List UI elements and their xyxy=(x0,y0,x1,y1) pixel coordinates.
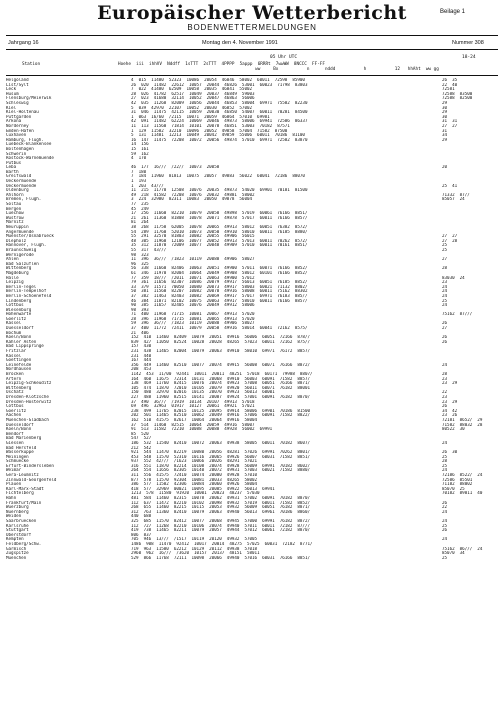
page-subtitle: BODENWETTERMELDUNGEN xyxy=(187,23,317,32)
observation-codes: 806 837 xyxy=(131,532,152,537)
observation-codes: 42 091 11482 62224 10069 20046 49873 58006 69941 72586 86337 xyxy=(131,119,308,124)
observation-codes: 33 379 11571 70050 10080 20073 49917 58003 60021 71132 8802/ xyxy=(131,284,308,289)
gust-codes: 85057 24 xyxy=(442,197,465,202)
observation-codes: 150 480 32970 02016 10135 20070 49923 56013 60001 xyxy=(131,390,275,395)
observation-codes: 17 256 11660 82210 10079 20058 49898 57019 60061 76166 8851/ xyxy=(131,211,308,216)
gust-codes: 80522 30 xyxy=(442,427,465,432)
observation-codes: 48 305 11960 12106 10077 20052 49913 57013 60011 70262 8572/ xyxy=(131,238,308,243)
gust-codes: 27 27 xyxy=(442,123,458,128)
observation-codes: 45 249 xyxy=(131,206,149,211)
station-name: Giessen xyxy=(6,440,24,445)
station-name: Muenster/Osnabrueck xyxy=(6,234,54,239)
observation-codes: 21 406 xyxy=(131,330,149,335)
observation-codes: 112 727 11268 82210 10106 20074 49940 57011 60011 72182 87/// xyxy=(131,523,310,528)
column-header-codes xyxy=(118,62,439,72)
observation-codes: 227 488 11960 82515 10141 20087 49924 57001 60091 76182 8870/ xyxy=(131,394,310,399)
gust-codes: 72586 85501 xyxy=(442,477,473,482)
station-name: Hahn xyxy=(6,496,17,501)
station-name: Kassel xyxy=(6,321,22,326)
column-header-station: Station xyxy=(22,62,41,67)
observation-codes: 268 655 11460 82215 10115 20053 49932 56009 60051 76182 8871/ xyxy=(131,505,310,510)
station-name: Zinnwald-Georgenfeld xyxy=(6,477,57,482)
gust-codes: 34 42 xyxy=(442,408,458,413)
station-name: Bad Hersfeld xyxy=(6,445,37,450)
observation-codes: 418 577 32969 00021 10095 20085 49922 56013 69941 xyxy=(131,486,275,491)
observation-codes: 1 129 11582 32210 10096 20052 49858 57004 71582 87500 xyxy=(131,128,288,133)
station-name: List/Sylt xyxy=(6,82,29,87)
observation-codes: 59 396 36/// /1823 10119 20088 49906 58027 xyxy=(131,321,255,326)
gust-codes: 26 xyxy=(442,321,448,326)
station-name: Lindenberg xyxy=(6,298,32,303)
gust-codes: 25 xyxy=(442,243,448,248)
station-name: Muenchen-Gladbach xyxy=(6,417,49,422)
station-name: Schwerin xyxy=(6,151,27,156)
observation-codes: 311 556 41575 72410 10074 20080 49928 57010 xyxy=(131,473,258,478)
observation-codes: 55 317 43/// xyxy=(131,247,167,252)
station-name: Duesseldorf xyxy=(6,326,34,331)
station-name: Diepholz xyxy=(6,238,27,243)
station-name: Dresden-Klotzsche xyxy=(6,394,49,399)
station-name: Ahlen xyxy=(6,257,19,262)
station-name: Karlsruhe xyxy=(6,523,29,528)
gust-codes: 24 xyxy=(442,537,448,542)
station-name: Nordhausen xyxy=(6,367,32,372)
observation-codes: 77 359 18/// /2011 10071 20063 49900 57012 xyxy=(131,275,255,280)
observation-codes: 231 440 xyxy=(131,353,152,358)
gust-codes: 72186 8522/ 24 xyxy=(442,473,483,478)
observation-codes: 719 963 11580 62212 10129 20112 49938 57018 xyxy=(131,546,258,551)
station-name: Wuerzburg xyxy=(6,505,29,510)
gust-codes: 24 xyxy=(442,362,448,367)
gust-codes: 83030 24 xyxy=(442,275,465,280)
observation-codes: 105 474 11870 72010 10105 20079 49920 56011 60071 76182 88001 xyxy=(131,385,310,390)
observation-codes: 77 235 xyxy=(131,202,149,207)
observation-codes: 1142 453 11/00 92441 10011 20011 48251 57018 60171 79988 8807/ xyxy=(131,372,313,376)
observation-codes: 4 015 11480 52323 10086 20054 46846 58002 60011 72598 85900 xyxy=(131,78,305,82)
observation-codes: 50 381 11560 82207 10082 20070 49916 58008 60011 75162 88302 xyxy=(131,289,308,294)
station-name: Husum xyxy=(6,91,19,96)
station-name: Hohenwarte xyxy=(6,312,32,317)
station-name: Karl-Marx-Stadt xyxy=(6,486,44,491)
observation-codes: 2960 962 16/// /3620 10157 20137 48151 58011 xyxy=(131,551,260,556)
observation-codes: 35 312 11870 72009 10077 20048 49909 57010 60011 70161 8851/ xyxy=(131,243,308,248)
station-name: Bad Lippspringe xyxy=(6,344,44,349)
station-name: Saarbruecken xyxy=(6,519,37,523)
observation-codes: 46 384 11871 82102 10075 20063 49917 58010 60011 76166 8857/ xyxy=(131,298,308,303)
station-name: Cuxhaven xyxy=(6,133,27,138)
observation-codes: 1 063 16/60 /2115 10071 20059 46864 57010 69981 xyxy=(131,114,270,119)
station-name: Plauen xyxy=(6,482,22,487)
observation-codes: 7 022 41480 62509 10058 20035 46841 55002 xyxy=(131,87,253,92)
station-name: Berlin-Tegel xyxy=(6,284,37,289)
observation-codes: 453 548 11570 52310 10116 20065 49926 56007 60031 71582 8851/ xyxy=(131,454,310,459)
observation-codes: 316 551 11870 82214 10108 20074 49928 56009 69991 70182 8602/ xyxy=(131,463,310,468)
observation-codes: 37 514 11460 82515 10064 20059 49916 58007 xyxy=(131,422,255,427)
gust-codes: 24 xyxy=(442,303,448,308)
observation-codes: 11 215 11770 12508 10076 20035 49873 54020 69901 70181 81500 xyxy=(131,188,308,193)
top-rule xyxy=(6,35,498,36)
observation-codes: 71 400 11968 71715 10081 20067 49913 57020 xyxy=(131,312,255,317)
gust-codes: 22 xyxy=(442,505,448,510)
station-name: Barth xyxy=(6,169,19,174)
observation-codes: 11 113 11560 71814 10101 20078 46851 53003 70182 87571 xyxy=(131,123,290,128)
observation-codes: 26 020 11482 22612 10057 20044 46826 53001 60023 71798 83803 xyxy=(131,82,308,87)
gust-codes: 28 xyxy=(442,372,448,376)
observation-codes: 481 584 11460 82315 10078 20062 49931 57002 60091 70182 8870/ xyxy=(131,496,310,501)
observation-codes: 167 444 xyxy=(131,358,152,363)
station-name: Cottbus xyxy=(6,404,24,409)
observation-codes: 46 177 16/// /22// 10073 20058 xyxy=(131,165,220,170)
gust-codes: 26 xyxy=(442,528,448,533)
station-name: Greifswald xyxy=(6,174,32,179)
observation-codes: 3 224 32980 82311 10083 20050 49878 56004 xyxy=(131,197,253,202)
observation-codes: 49 218 41582 72208 10076 20032 49881 58002 xyxy=(131,192,255,197)
gust-codes: 28 xyxy=(442,266,448,271)
gust-codes: 85070 34 xyxy=(442,551,465,556)
observation-codes: 21 261 11360 81808 10078 20071 49878 57017 60011 76166 8857/ xyxy=(131,215,308,220)
station-name: Nuernberg xyxy=(6,509,29,514)
gust-codes: 24 xyxy=(442,509,448,514)
observation-codes: 937 552 42/// /1623 10066 20026 48291 57021 xyxy=(131,459,258,464)
observation-codes: 59 162 xyxy=(131,151,149,156)
observation-codes: 1213 578 11580 91920 10001 20023 48237 57030 xyxy=(131,491,260,496)
station-name: Muenchen xyxy=(6,555,27,560)
gust-codes: 29 xyxy=(442,110,448,115)
gust-codes: 70182 89811 40 xyxy=(442,491,483,496)
gust-codes: 23 29 xyxy=(442,399,458,404)
station-name: Soltau xyxy=(6,202,22,207)
observation-codes: 54 289 11760 52010 10073 20050 49910 58010 60011 76185 8880/ xyxy=(131,229,308,234)
observation-codes: 231 438 11465 82004 10079 20063 49910 58010 69971 76172 8857/ xyxy=(131,349,310,354)
observation-codes: 7 184 11960 81813 10075 20057 49883 56022 60041 72186 88070 xyxy=(131,174,305,179)
station-name: Goerlitz xyxy=(6,316,27,321)
station-name: Putbus xyxy=(6,160,22,165)
station-name: Feldberg/Schw. xyxy=(6,541,42,546)
observation-codes: 212 542 xyxy=(131,445,152,450)
gust-codes: 85070 25 xyxy=(442,486,465,491)
station-name: Goerlitz xyxy=(6,408,27,413)
station-name: Koeln/Bonn xyxy=(6,335,32,340)
observation-codes: 16 147 11475 72208 10072 20056 49874 57010 69971 72582 83870 xyxy=(131,137,308,142)
gust-codes: 23 29 xyxy=(442,381,458,386)
station-name: Fritzlar xyxy=(6,349,27,354)
observation-codes: 38 268 11758 62005 10078 20065 49913 58012 60051 76382 8572/ xyxy=(131,225,308,229)
station-name: Bremen, Flugh. xyxy=(6,197,42,202)
gust-codes: 27 27 xyxy=(442,234,458,239)
observation-codes: 81 264 xyxy=(131,220,149,225)
gust-codes: 24 xyxy=(442,293,448,298)
station-name: Erfurt-Bindersleben xyxy=(6,463,54,468)
station-name: Goettingen xyxy=(6,358,32,363)
gust-codes: 71332 87// xyxy=(442,192,470,197)
observation-codes: 7 180 xyxy=(131,169,147,174)
gust-codes: 31 xyxy=(442,128,448,133)
station-name: Arkona xyxy=(6,119,22,124)
observation-codes: 152 410 11460 82409 10079 20051 49916 56006 60051 72166 878// xyxy=(131,335,310,340)
observation-codes: 112 637 11472 82210 10102 20098 49932 57019 60011 71582 8852/ xyxy=(131,500,310,505)
station-name: Wiesenburg xyxy=(6,307,32,312)
station-name: Stuttgart xyxy=(6,528,29,533)
station-name: Bendorf xyxy=(6,431,24,436)
observation-codes: 27 023 41680 32114 10052 20047 46863 56006 xyxy=(131,96,255,101)
observation-codes: 1486 908 11470 92412 10017 20014 48275 57025 60031 72182 8771/ xyxy=(131,541,313,546)
station-name: Norderney xyxy=(6,123,29,128)
gust-codes: 25 xyxy=(442,454,448,459)
station-name: Gera-Leumnitz xyxy=(6,473,39,478)
issue-date: Montag den 4. November 1991 xyxy=(202,40,278,46)
station-name: Bad Marienberg xyxy=(6,436,42,441)
station-name: Leinefelde xyxy=(6,362,32,367)
gust-codes: 26 xyxy=(442,339,448,344)
station-name: Wustrow xyxy=(6,215,24,220)
column-rule xyxy=(6,75,498,76)
observation-codes: 56 338 11660 82406 10063 20051 49900 57011 60071 76166 8852/ xyxy=(131,266,308,271)
gust-codes: 25 41 xyxy=(442,183,458,188)
observation-codes: 5 131 11481 12213 10049 20042 49859 55006 60011 70186 81100 xyxy=(131,133,305,138)
observation-time: 05 Uhr UTC xyxy=(270,55,298,60)
observation-codes: 90 385 11657 82405 10076 20049 49912 58006 xyxy=(131,303,255,308)
gust-codes: 30 xyxy=(442,114,448,119)
station-name: Boltenhagen xyxy=(6,146,34,151)
observation-codes: 85 520 xyxy=(131,431,149,436)
gust-codes: 25 xyxy=(442,555,448,560)
station-name: Wernigerode xyxy=(6,252,34,257)
gust-codes: 22 40 xyxy=(442,82,458,87)
station-name: Kassel xyxy=(6,353,22,358)
station-name: Cottbus xyxy=(6,303,24,308)
observation-codes: 162 510 41575 82617 10064 20064 49916 58004 xyxy=(131,417,258,422)
station-name: Duesseldorf xyxy=(6,422,34,427)
gust-codes: 29 xyxy=(442,100,448,105)
observation-codes: 11 396 36/// /1823 10119 20088 49906 58027 xyxy=(131,257,255,262)
station-name: Berlin-Tempelhof xyxy=(6,289,47,294)
observation-codes: 5 039 42970 22107 10052 20030 46852 57002 xyxy=(131,105,253,110)
observation-codes: 28 396 11968 71715 10081 20065 49913 57020 xyxy=(131,316,255,321)
station-name: Fichtelberg xyxy=(6,491,34,496)
station-name: Luechow xyxy=(6,211,24,216)
station-name: Koeln/Bonn xyxy=(6,427,32,432)
gust-codes: 23 xyxy=(442,280,448,285)
gust-codes: 27 xyxy=(442,326,448,331)
station-name: Magdeburg xyxy=(6,270,29,275)
station-name: Ueckermuende xyxy=(6,179,37,184)
gust-codes: 29 xyxy=(442,137,448,142)
station-name: Rostock-Warnemuende xyxy=(6,156,54,161)
observation-codes: 419 738 11465 82211 10079 20057 49944 57012 60061 72182 8870/ xyxy=(131,528,310,533)
station-name: Bochum xyxy=(6,330,22,335)
station-name: Kempten xyxy=(6,537,24,542)
station-name: Weiden xyxy=(6,514,22,519)
supplement-label: Beilage 1 xyxy=(440,9,466,15)
observation-codes: 1 193 xyxy=(131,179,147,184)
station-name: Kahler Asten xyxy=(6,339,37,344)
observation-codes: 312 763 11360 82410 10079 20063 49940 56013 69961 70186 8860/ xyxy=(131,509,310,514)
observation-codes: 61 346 11970 82004 10064 20049 49908 58012 60101 76166 8852/ xyxy=(131,270,308,275)
gust-codes: 24 xyxy=(442,284,448,289)
station-name: Artern xyxy=(6,376,22,381)
observation-codes: 98 393 xyxy=(131,307,149,312)
station-name: Braunschweig xyxy=(6,247,37,252)
station-name: Aachen xyxy=(6,413,22,418)
gust-codes: 23 26 xyxy=(442,413,458,418)
gust-codes: 23 xyxy=(442,394,448,399)
observation-codes: 55 291 32570 81803 10082 20055 49906 56015 xyxy=(131,234,255,239)
gust-codes: 24 xyxy=(442,519,448,523)
gust-codes: 72181 8652/ 29 xyxy=(442,417,483,422)
gust-codes: 26 35 xyxy=(442,78,458,82)
gust-codes: 23 xyxy=(442,376,448,381)
gust-codes: 71182 88002 xyxy=(442,482,473,487)
station-name: Frankfurt/Main xyxy=(6,500,42,505)
station-name: Leck xyxy=(6,87,17,92)
station-name: Oberstdorf xyxy=(6,532,32,537)
station-name: Brocken xyxy=(6,372,24,376)
column-header-codes-line1: Hoehe iii ihhVV Nddff 1sTTT 2sTTT 4PPPP 5appp 6RRRt 7wwWW 8NCCC FF-FF xyxy=(118,62,325,67)
station-name: Ahlhorn xyxy=(6,192,24,197)
station-name: Marnitz xyxy=(6,220,24,225)
gust-codes: 24 xyxy=(442,440,448,445)
observation-codes: 37 490 36/// /1919 10134 20107 49913 57018 xyxy=(131,399,255,404)
gust-codes: 28 xyxy=(442,459,448,464)
volume-label: Jahrgang 16 xyxy=(8,40,39,46)
station-name: Flensburg/Meierwik xyxy=(6,96,52,101)
gust-codes: 20 xyxy=(442,165,448,170)
gust-codes: 75162 87/// xyxy=(442,312,473,317)
gust-codes: 26 30 xyxy=(442,450,458,455)
observation-codes: 138 469 11760 82415 10076 20074 49923 57008 60051 76166 8871/ xyxy=(131,381,310,386)
observation-codes: 79 361 11656 82307 10086 20079 49917 56013 60051 76185 8852/ xyxy=(131,280,308,285)
gust-codes: 24 xyxy=(442,468,448,473)
station-name: Emden-Hafen xyxy=(6,128,34,133)
station-name: Meiningen xyxy=(6,454,29,459)
observation-codes: 14 156 xyxy=(131,142,149,147)
station-name: Zugspitze xyxy=(6,551,29,556)
gust-codes: 25 xyxy=(442,247,448,252)
gust-codes: 26 xyxy=(442,500,448,505)
observation-codes: 325 685 11570 82412 10077 20068 49945 57000 69991 76182 8872/ xyxy=(131,519,310,523)
observation-codes: 37 400 11772 72411 10079 20058 49916 58014 60041 72162 8575/ xyxy=(131,326,308,331)
gust-codes: 22 xyxy=(442,390,448,395)
column-header-codes-line2: ww Bx n nddd h 12 hhAht ww gg xyxy=(118,67,439,72)
observation-codes: 705 946 13/// /1517 10119 20120 49932 57005 xyxy=(131,537,258,542)
station-name: Kiel-Holtenau xyxy=(6,110,39,115)
gust-codes: 72588 82500 xyxy=(442,96,473,101)
observation-codes: 37 382 11463 82403 10082 20069 49917 57017 69971 76183 885// xyxy=(131,293,308,298)
observation-codes: 356 449 11460 82510 10077 20074 49915 56008 60071 76166 8872/ xyxy=(131,362,310,367)
station-name: Bergen xyxy=(6,206,22,211)
observation-codes: 386 577 11582 42306 10084 20060 49926 58004 xyxy=(131,482,258,487)
observation-codes: 877 578 11570 92304 10081 20033 48265 58002 xyxy=(131,477,258,482)
station-name: Hannover, Flugh. xyxy=(6,243,47,248)
station-name: Oschatz xyxy=(6,390,24,395)
issue-number: Nummer 308 xyxy=(452,40,484,46)
station-name: Halle xyxy=(6,275,19,280)
gust-codes: 72581 xyxy=(442,87,455,92)
observation-codes: 921 544 11470 82219 10080 20056 48281 57026 69991 70262 8801/ xyxy=(131,450,310,455)
station-name: Oldenburg xyxy=(6,188,29,193)
gust-codes: 34 xyxy=(442,133,448,138)
observation-codes: 547 527 xyxy=(131,436,152,441)
gust-codes: 25 xyxy=(442,298,448,303)
station-name: Berlin-Schoenefeld xyxy=(6,293,52,298)
gust-codes: 25 xyxy=(442,463,448,468)
station-name: Angermuende xyxy=(6,229,34,234)
station-name: Wasserkuppe xyxy=(6,450,34,455)
station-name: Wittenberg xyxy=(6,385,32,390)
station-name: Wittenberg xyxy=(6,266,32,271)
gust-codes: 72588 83500 xyxy=(442,91,473,96)
observation-codes: 69 496 32963 01917 10127 20061 49921 57021 xyxy=(131,404,255,409)
gust-codes: 26 xyxy=(442,335,448,340)
station-name: Neuruppin xyxy=(6,225,29,229)
gust-codes: 75162 86/// 24 xyxy=(442,546,483,551)
observation-codes: 1 203 43/// xyxy=(131,183,164,188)
station-name: Bad Salzuflen xyxy=(6,261,39,266)
observation-codes: 529 866 11768 72111 10098 20066 49940 57016 60031 76166 8851/ xyxy=(131,555,310,560)
observation-codes: 202 501 11465 82510 10062 20049 49916 57006 60091 71582 8822/ xyxy=(131,413,310,418)
time-span: 18-24 xyxy=(462,55,476,60)
station-name: Garmisch xyxy=(6,546,27,551)
observation-codes: 208 453 xyxy=(131,367,152,372)
observation-codes: 15 161 xyxy=(131,146,149,151)
gust-codes: 30 xyxy=(442,105,448,110)
gust-codes: 27 xyxy=(442,257,448,262)
gust-codes: 31 31 xyxy=(442,119,458,124)
station-name: Schleswig xyxy=(6,100,29,105)
observation-codes: 238 499 11765 82015 10125 20095 49914 58006 69901 70186 81500 xyxy=(131,408,310,413)
gust-codes: 71582 88032 28 xyxy=(442,422,483,427)
observation-codes: 96 325 xyxy=(131,261,149,266)
observation-codes: 42 035 11268 82009 10056 20044 46853 58004 69971 75582 82230 xyxy=(131,100,308,105)
observation-codes: 264 554 11656 82305 10140 20072 49931 57003 60021 71582 8880/ xyxy=(131,468,310,473)
observation-codes: 98 323 xyxy=(131,252,149,257)
station-name: Puttgarden xyxy=(6,114,32,119)
observation-codes: 440 688 xyxy=(131,514,152,519)
gust-codes: 27 28 xyxy=(442,238,458,243)
observation-codes: 91 513 11582 72210 10088 20088 49928 56002 69991 xyxy=(131,427,273,432)
station-name: Ueckermuende xyxy=(6,183,37,188)
station-name: Luebeck-Blankensee xyxy=(6,142,52,147)
station-name: Kiel xyxy=(6,105,17,110)
station-name: Leipzig xyxy=(6,280,24,285)
station-name: Helgoland xyxy=(6,78,29,82)
station-name: Hamburg, Flugh. xyxy=(6,137,44,142)
station-name: Leba xyxy=(6,165,17,170)
observation-codes: 28 026 41782 62517 10049 20037 46849 59003 xyxy=(131,91,255,96)
station-name: Leipzig-Schkeuditz xyxy=(6,381,52,386)
observation-codes: 164 460 11675 72314 10131 20068 49910 56003 60091 71582 8857/ xyxy=(131,376,310,381)
header-rule xyxy=(6,49,498,50)
station-name: Dresden-Hosterwitz xyxy=(6,399,52,404)
observation-codes: 4 170 xyxy=(131,156,147,161)
observation-codes: 839 427 11050 82524 10028 20028 48265 57023 60011 72162 875// xyxy=(131,339,310,344)
page-title: Europäischer Wetterbericht xyxy=(97,2,407,24)
gust-codes: 25 xyxy=(442,523,448,528)
observation-codes: 157 430 xyxy=(131,344,152,349)
gust-codes: 24 xyxy=(442,289,448,294)
station-name: Weimar xyxy=(6,468,22,473)
gust-codes: 26 xyxy=(442,404,448,409)
observation-codes: 186 532 11540 82410 10072 20063 49938 58005 60011 70182 8607/ xyxy=(131,440,310,445)
observation-codes: 31 046 11475 42115 10059 20030 46850 54007 60011 70281 84500 xyxy=(131,110,308,115)
station-name: Schmuecke xyxy=(6,459,29,464)
